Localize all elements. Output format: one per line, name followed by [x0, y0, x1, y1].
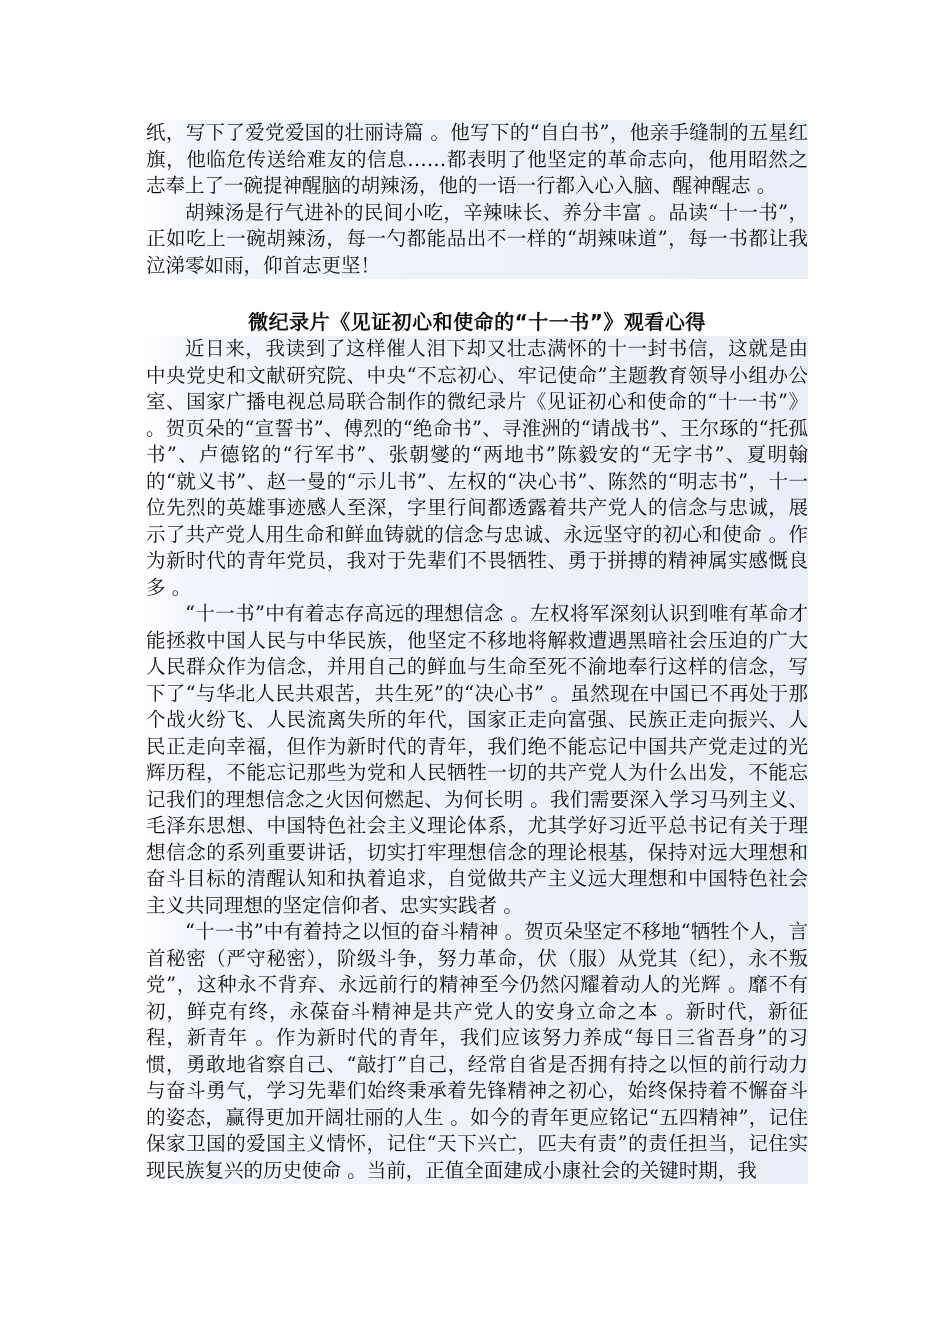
document-title: 微纪录片《见证初心和使命的“十一书”》观看心得 [248, 310, 706, 334]
paragraph-gap [146, 279, 808, 308]
intro-paragraph-1: 纸，写下了爱党爱国的壮丽诗篇 。他写下的“自白书”，他亲手缝制的五星红旗，他临危传送给难友的信息……都表明了他坚定的革命志向，他用昭然之志奉上了一碗提神醒脑的胡辣汤，他的一语一行都入心入脑、醒神醒志 。 [146, 120, 808, 200]
intro-paragraph-2: 胡辣汤是行气进补的民间小吃，辛辣味长、养分丰富 。品读“十一书”，正如吃上一碗胡辣汤，每一勺都能品出不一样的“胡辣味道”，每一书都让我泣涕零如雨，仰首志更坚！ [146, 200, 808, 280]
body-paragraph-2: “十一书”中有着志存高远的理想信念 。左权将军深刻认识到唯有革命才能拯救中国人民与中华民族，他坚定不移地将解救遭遇黑暗社会压迫的广大人民群众作为信念，并用自己的鲜血与生命至死不渝地奉行这样的信念，写下了“与华北人民共艰苦，共生死”的“决心书” 。虽然现在中国已不再处于那个战火纷飞、人民流离失所的年代，国家正走向富强、民族正走向振兴、人民正走向幸福，但作为新时代的青年，我们绝不能忘记中国共产党走过的光辉历程，不能忘记那些为党和人民牺牲一切的共产党人为什么出发，不能忘记我们的理想信念之火因何燃起、为何长明 。我们需要深入学习马列主义、毛泽东思想、中国特色社会主义理论体系，尤其学好习近平总书记有关于理想信念的系列重要讲话，切实打牢理想信念的理论根基，保持对远大理想和奋斗目标的清醒认知和执着追求，自觉做共产主义远大理想和中国特色社会主义共同理想的坚定信仰者、忠实实践者 。 [146, 601, 808, 919]
body-paragraph-1: 近日来，我读到了这样催人泪下却又壮志满怀的十一封书信，这就是由中央党史和文献研究院、中央“不忘初心、牢记使命”主题教育领导小组办公室、国家广播电视总局联合制作的微纪录片《见证初心和使命的“十一书”》 。贺页朵的“宣誓书”、傅烈的“绝命书”、寻淮洲的“请战书”、王尔琢的“托孤书”、卢德铭的“行军书”、张朝燮的“两地书”陈毅安的“无字书”、夏明翰的“就义书”、赵一曼的“示儿书”、左权的“决心书”、陈然的“明志书”，十一位先烈的英雄事迹感人至深，字里行间都透露着共产党人的信念与忠诚，展示了共产党人用生命和鲜血铸就的信念与忠诚、永远坚守的初心和使命 。作为新时代的青年党员，我对于先辈们不畏牺牲、勇于拼搏的精神属实感慨良多 。 [146, 336, 808, 601]
body-paragraph-3: “十一书”中有着持之以恒的奋斗精神 。贺页朵坚定不移地“牺牲个人，言首秘密（严守秘密），阶级斗争，努力革命，伏（服）从党其（纪），永不叛党”，这种永不背弃、永远前行的精神至今仍然闪耀着动人的光辉 。靡不有初，鲜克有终，永葆奋斗精神是共产党人的安身立命之本 。新时代，新征程，新青年 。作为新时代的青年，我们应该努力养成“每日三省吾身”的习惯，勇敢地省察自己、“敲打”自己，经常自省是否拥有持之以恒的前行动力与奋斗勇气，学习先辈们始终秉承着先锋精神之初心，始终保持着不懈奋斗的姿态，赢得更加开阔壮丽的人生 。如今的青年更应铭记“五四精神”，记住保家卫国的爱国主义情怀，记住“天下兴亡，匹夫有责”的责任担当，记住实现民族复兴的历史使命 。当前，正值全面建成小康社会的关键时期，我 [146, 919, 808, 1184]
document-page [146, 120, 808, 1184]
